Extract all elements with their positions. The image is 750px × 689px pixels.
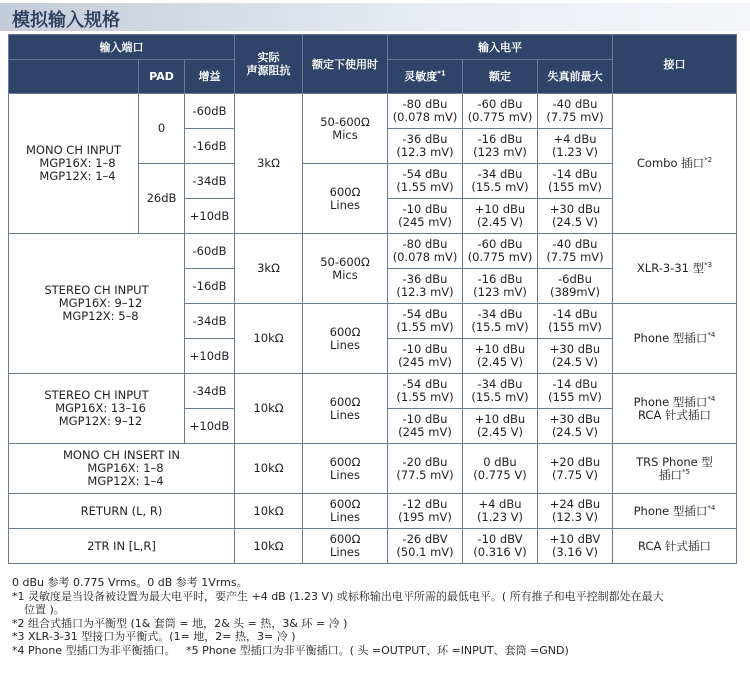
impedance-value: 10kΩ: [235, 529, 303, 564]
port-stereo-ch-input: STEREO CH INPUT MGP16X: 9–12 MGP12X: 5–8: [9, 234, 185, 374]
gain-value: -16dB: [185, 129, 235, 164]
impedance-value: 10kΩ: [235, 374, 303, 444]
header-nominal: 额定: [463, 60, 538, 94]
max-value: -14 dBu (155 mV): [538, 304, 613, 339]
footnote-4-5: [12, 644, 742, 658]
nominal-value: -16 dBu (123 mV): [463, 269, 538, 304]
gain-value: -34dB: [185, 164, 235, 199]
rated-use: 600Ω Lines: [303, 529, 388, 564]
gain-value: -34dB: [185, 374, 235, 409]
header-max-before-clip: 失真前最大: [538, 60, 613, 94]
impedance-value: 10kΩ: [235, 494, 303, 529]
rated-use: 600Ω Lines: [303, 304, 388, 374]
gain-value: +10dB: [185, 339, 235, 374]
port-2tr-in: 2TR IN [L,R]: [9, 529, 235, 564]
header-gain: 增益: [185, 60, 235, 94]
connector-value: Phone 型插口$^{*4}$ RCA 针式插口: [613, 374, 737, 444]
header-rated-use: 额定下使用时: [303, 35, 388, 94]
rated-use: 600Ω Lines: [303, 374, 388, 444]
port-stereo-ch-input-2: STEREO CH INPUT MGP16X: 13–16 MGP12X: 9–12: [9, 374, 185, 444]
nominal-value: -60 dBu (0.775 mV): [463, 234, 538, 269]
gain-value: +10dB: [185, 199, 235, 234]
port-mono-ch-insert-in: MONO CH INSERT IN MGP16X: 1–8 MGP12X: 1–4: [9, 444, 235, 494]
sensitivity-value: -10 dBu (245 mV): [388, 199, 463, 234]
rated-use: 50-600Ω Mics: [303, 234, 388, 304]
sensitivity-value: -80 dBu (0.078 mV): [388, 94, 463, 129]
max-value: +30 dBu (24.5 V): [538, 339, 613, 374]
rated-use: 600Ω Lines: [303, 494, 388, 529]
max-value: -40 dBu (7.75 mV): [538, 234, 613, 269]
impedance-value: 10kΩ: [235, 444, 303, 494]
sensitivity-value: -36 dBu (12.3 mV): [388, 129, 463, 164]
footnote-1-cont: 位置 )。: [24, 603, 65, 616]
max-value: +20 dBu (7.75 V): [538, 444, 613, 494]
pad-value: 0: [139, 94, 185, 164]
nominal-value: 0 dBu (0.775 V): [463, 444, 538, 494]
impedance-value: 10kΩ: [235, 304, 303, 374]
footnotes: [12, 576, 742, 657]
connector-value: TRS Phone 型 插口$^{*5}$: [613, 444, 737, 494]
max-value: -40 dBu (7.75 mV): [538, 94, 613, 129]
connector-value: XLR-3-31 型$^{*3}$: [613, 234, 737, 304]
header-input-port: 输入端口: [9, 35, 235, 60]
max-value: -6dBu (389mV): [538, 269, 613, 304]
max-value: +10 dBV (3.16 V): [538, 529, 613, 564]
nominal-value: -34 dBu (15.5 mV): [463, 304, 538, 339]
section-title: 模拟输入规格: [12, 10, 120, 31]
sensitivity-value: -80 dBu (0.078 mV): [388, 234, 463, 269]
nominal-value: +10 dBu (2.45 V): [463, 339, 538, 374]
footnote-4: *4 Phone 型插口为非平衡插口。: [12, 643, 176, 657]
footnote-3: *3 XLR-3-31 型接口为平衡式。(1= 地，2= 热，3= 冷 ): [12, 630, 296, 643]
sensitivity-value: -10 dBu (245 mV): [388, 409, 463, 444]
max-value: +4 dBu (1.23 V): [538, 129, 613, 164]
footnote-5: *5 Phone 型插口为非平衡插口。( 头 =OUTPUT、环 =INPUT、套筒 =GND): [186, 643, 569, 657]
header-port-blank: [9, 60, 139, 94]
sensitivity-value: -26 dBV (50.1 mV): [388, 529, 463, 564]
sensitivity-value: -12 dBu (195 mV): [388, 494, 463, 529]
nominal-value: -34 dBu (15.5 mV): [463, 164, 538, 199]
header-input-level: 输入电平: [388, 35, 613, 60]
gain-value: -34dB: [185, 304, 235, 339]
nominal-value: +4 dBu (1.23 V): [463, 494, 538, 529]
sensitivity-value: -54 dBu (1.55 mV): [388, 374, 463, 409]
rated-use: 50-600Ω Mics: [303, 94, 388, 164]
connector-value: Combo 插口$^{*2}$: [613, 94, 737, 234]
nominal-value: +10 dBu (2.45 V): [463, 409, 538, 444]
gain-value: +10dB: [185, 409, 235, 444]
sensitivity-value: -54 dBu (1.55 mV): [388, 304, 463, 339]
header-sensitivity: 灵敏度$^{*1}$: [388, 60, 463, 94]
nominal-value: -60 dBu (0.775 mV): [463, 94, 538, 129]
sensitivity-value: -36 dBu (12.3 mV): [388, 269, 463, 304]
nominal-value: +10 dBu (2.45 V): [463, 199, 538, 234]
max-value: +30 dBu (24.5 V): [538, 199, 613, 234]
connector-value: RCA 针式插口: [613, 529, 737, 564]
rated-use: 600Ω Lines: [303, 164, 388, 234]
gain-value: -60dB: [185, 234, 235, 269]
nominal-value: -34 dBu (15.5 mV): [463, 374, 538, 409]
pad-value: 26dB: [139, 164, 185, 234]
port-mono-ch-input: MONO CH INPUT MGP16X: 1–8 MGP12X: 1–4: [9, 94, 139, 234]
section-title-bar: [0, 3, 750, 31]
rated-use: 600Ω Lines: [303, 444, 388, 494]
header-connector: 接口: [613, 35, 737, 94]
connector-value: Phone 型插口$^{*4}$: [613, 494, 737, 529]
impedance-value: 3kΩ: [235, 94, 303, 234]
port-return: RETURN (L, R): [9, 494, 235, 529]
max-value: -14 dBu (155 mV): [538, 164, 613, 199]
sensitivity-value: -20 dBu (77.5 mV): [388, 444, 463, 494]
max-value: +30 dBu (24.5 V): [538, 409, 613, 444]
gain-value: -16dB: [185, 269, 235, 304]
analog-input-spec-table: [8, 34, 737, 564]
connector-value: Phone 型插口$^{*4}$: [613, 304, 737, 374]
gain-value: -60dB: [185, 94, 235, 129]
max-value: +24 dBu (12.3 V): [538, 494, 613, 529]
footnote-reference: 0 dBu 参考 0.775 Vrms。0 dB 参考 1Vrms。: [12, 576, 248, 589]
footnote-2: *2 组合式插口为平衡型 (1& 套筒 = 地，2& 头 = 热，3& 环 = 冷 ): [12, 616, 348, 630]
impedance-value: 3kΩ: [235, 234, 303, 304]
footnote-1: *1 灵敏度是当设备被设置为最大电平时，要产生 +4 dB (1.23 V) 或标称输出电平所需的最低电平。( 所有推子和电平控制都处在最大: [12, 589, 664, 603]
sensitivity-value: -10 dBu (245 mV): [388, 339, 463, 374]
sensitivity-value: -54 dBu (1.55 mV): [388, 164, 463, 199]
nominal-value: -10 dBV (0.316 V): [463, 529, 538, 564]
nominal-value: -16 dBu (123 mV): [463, 129, 538, 164]
header-pad: PAD: [139, 60, 185, 94]
header-impedance: 实际 声源阻抗: [235, 35, 303, 94]
max-value: -14 dBu (155 mV): [538, 374, 613, 409]
